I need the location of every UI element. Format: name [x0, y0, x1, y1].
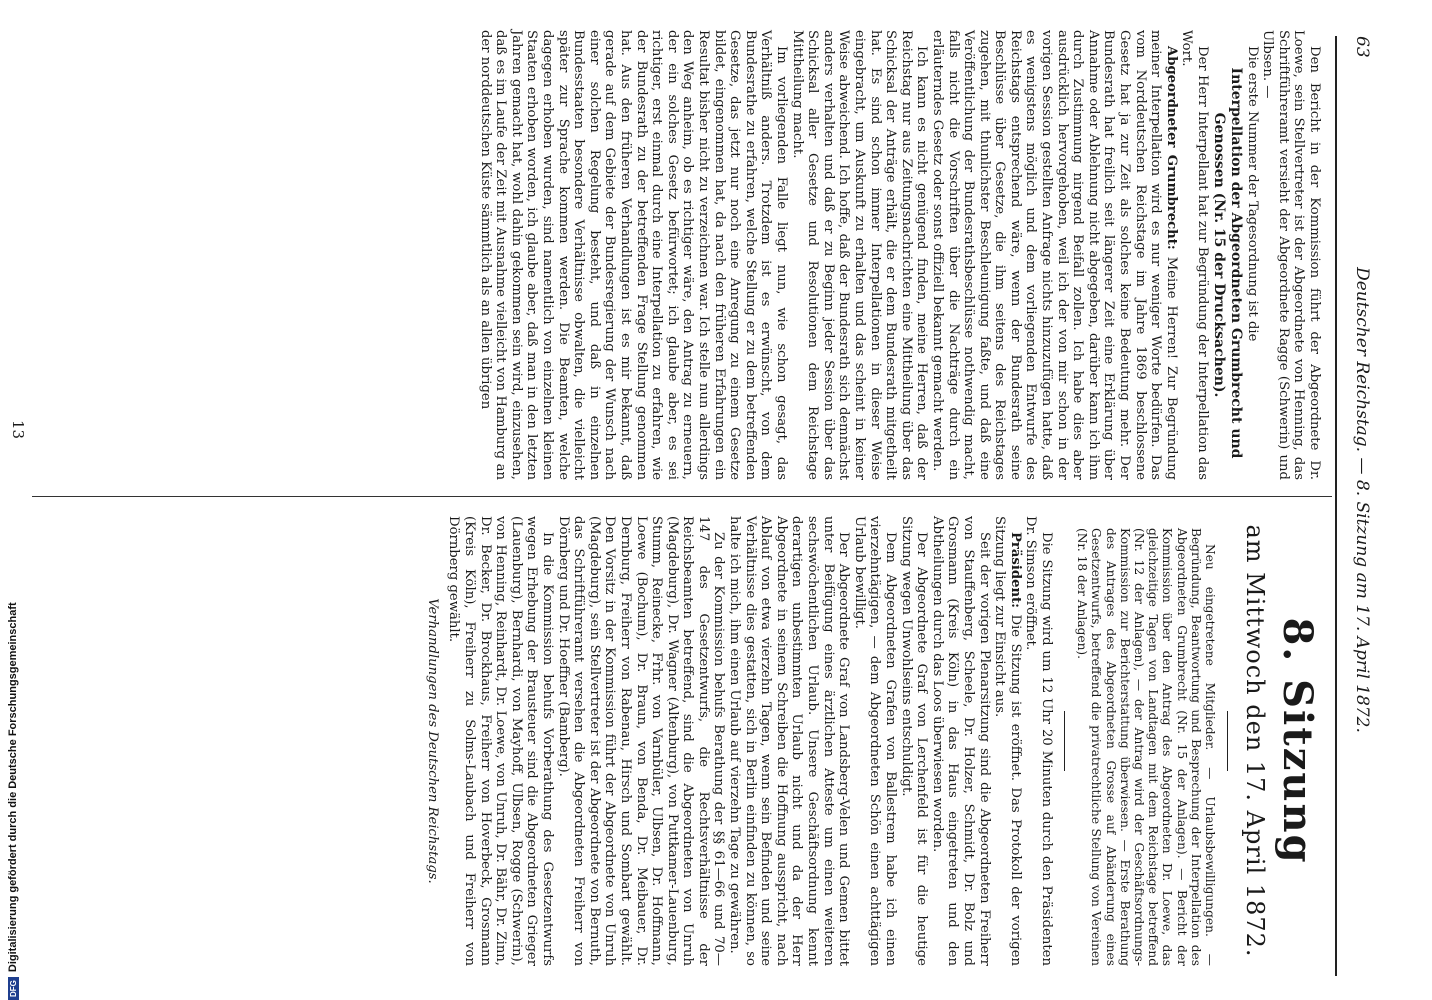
contents-rule	[1064, 711, 1065, 771]
speech-paragraph: Im vorliegenden Falle liegt nun, wie schon gesagt, das Verhältniß anders. Trotzdem ist es erwünscht, von dem Bundesrathe zu erfahren, welche Stellung er zu dem betreffenden Gesetze, das jetzt nur noch eine Anregung zu einem Gesetze bildet, eingenommen hat, da nach den früheren Erfahrungen ein Resultat bisher nicht zu verzeichnen war. Ich stelle nun allerdings den Weg anheim, ob es richtiger wäre, den Antrag zu erneuern, der ein solches Gesetz befürwortet; ich glaube aber, es sei richtiger, erst einmal durch eine Interpellation zu erfahren, wie der Bundesrath zu der betreffenden Frage Stellung genommen hat. Aus den früheren Verhandlungen ist es mir bekannt, daß gerade auf dem Gebiete der Bundesregierung der Wunsch nach einer solchen Regelung besteht, und daß in einzelnen Bundesstaaten besondere Verhältnisse obwalten, die vielleicht später zur Sprache kommen werden. Die Beamten, welche dagegen erhoben wurden, sind namentlich von einzelnen kleinen Staaten erhoben worden, ich glaube aber, daß man in den letzten Jahren gemacht hat, wohl dahin gekommen sein wird, einzusehen, daß es im Laufe der Zeit mit Ausnahme vielleicht von Hamburg an der norddeutschen Küste sämmtlich als an allen übrigen	[477, 30, 789, 480]
continuation-paragraph: Die erste Nummer der Tagesordnung ist die	[1244, 46, 1260, 342]
column-left	[477, 30, 1322, 480]
continuation-paragraph: Den Bericht in der Kommission führt der Abgeordnete Dr. Loewe, sein Stellvertreter ist der Abgeordnete von Henning, das Schriftführeramt versieht der Abgeordnete Ragge (Schwerin) und Ulbsen. —	[1260, 30, 1322, 480]
credit-strip	[5, 0, 23, 1000]
president-paragraph: Zu der Kommission behufs Berathung der §§ 61—66 und 70—147 des Gesetzentwurfs, die Rechtsverhältnisse der Reichsbeamten betreffend, sind die Abgeordneten von Unruh (Magdeburg), Dr. Wagner (Altenburg), von Puttkamer-Lauenburg, Stumm, Reinecke, Frhr. von Varnbüler, Ulbsen, Dr. Hoffmann, Loewe (Bochum), Dr. Braun, von Benda, Dr. Meibauer, Dr. Dernburg, Freiherr von Rabenau, Hirsch und Sombart gewählt. Den Vorsitz in der Kommission führt der Abgeordnete von Unruh (Magdeburg), sein Stellvertreter ist der Abgeordnete von Bernuth, das Schriftführeramt versehen die Abgeordneten Freiherr von Dörnberg und Dr. Hoeffner (Bamberg).	[555, 516, 727, 966]
header-rule	[1335, 36, 1337, 976]
president-paragraph: Der Abgeordnete Graf von Landsberg-Velen und Gemen bittet unter Beifügung eines ärztlichen Atteste um einen weiteren sechswöchentlichen Urlaub. Unsere Geschäftsordnung kennt derartigen unbestimmten Urlaub nicht und da der Herr Abgeordnete in seinem Schreiben die Hoffnung ausspricht, nach Ablauf von etwa vierzehn Tagen, wenn sein Befinden und seine Verhältnisse dies gestatten, sich in Berlin einfinden zu können, so halte ich mich, ihm einen Urlaub auf vierzehn Tage zu gewähren.	[727, 516, 852, 966]
session-date: am Mittwoch den 17. April 1872.	[1241, 524, 1269, 958]
dfg-logo-icon: DFG	[8, 977, 19, 1000]
session-title: 8. Sitzung	[1274, 617, 1321, 865]
speech-text: Meine Herren! Zur Begründung meiner Interpellation wird es nur weniger Worte bedürfen. Das vom Norddeutschen Reichstage im Jahre 1869 beschlossene Gesetz hat ja zur Zeit als solches keine Bedeutung mehr. Der Bundesrath hat freilich seit längerer Zeit eine Erklärung über Annahme oder Ablehnung nicht abgegeben, darüber kann ich ihm durch Zustimmung nirgend Beifall zollen. Ich habe dies aber ausdrücklich hervorgehoben, weil ich der von mir schon in der vorigen Session gestellten Anfrage nichts hinzuzufügen hatte, daß es wenigstens möglich und dem vorliegenden Entwurfe des Reichstags entsprechend wäre, wenn der Bundesrath seine Beschlüsse über Gesetze, die ihm seitens des Reichstages zugehen, mit thunlichster Beschleunigung faßte, und daß eine Veröffentlichung der Bundesrathsbeschlüsse nothwendig macht, falls nicht die Vorschriften über die Nachträge durch ein erläuterndes Gesetz oder sonst offiziell bekannt gemacht werden.	[929, 30, 1179, 480]
speaker-name: Präsident:	[1007, 532, 1023, 609]
president-paragraph: Der Abgeordnete Graf von Lerchenfeld ist für die heutige Sitzung wegen Unwohlseins entschuldigt.	[898, 516, 930, 966]
speaker-name: Abgeordneter Grumbrecht:	[1163, 46, 1179, 250]
opening-paragraph: Die Sitzung wird um 12 Uhr 20 Minuten durch den Präsidenten Dr. Simson eröffnet.	[1023, 516, 1054, 966]
president-paragraph: Dem Abgeordneten Grafen von Ballestrem habe ich einen vierzehntägigen, — dem Abgeordneten Schön einen achttägigen Urlaub bewilligt.	[851, 516, 899, 966]
title-rule	[1227, 711, 1228, 771]
credit-label: Digitalisierung gefördert durch die Deutsche Forschungsgemeinschaft	[7, 602, 19, 973]
interpellation-intro: Der Herr Interpellant hat zur Begründung der Interpellation das Wort.	[1179, 30, 1211, 480]
footer-number: 13	[9, 420, 27, 440]
president-paragraph: In die Kommission behufs Vorberathung des Gesetzentwurfs wegen Erhebung der Brausteuer sind die Abgeordneten Grieger (Lauenburg), Bernhardi, von Mayhoff, Ulbsen, Rogge (Schwerin), von Henning, Reinhardt, Dr. Loewe, von Unruh, Dr. Bähr, Dr. Zinn, Dr. Becker, Dr. Brockhaus, Freiherr von Hoverbeck, Grosmann (Kreis Köln), Freiherr zu Solms-Laubach und Freiherr von Dörnberg gewählt.	[446, 516, 555, 966]
publication-footer: Verhandlungen des Deutschen Reichstags.	[424, 598, 440, 884]
column-right	[424, 516, 1322, 966]
speech-paragraph	[929, 30, 1179, 480]
president-paragraph: Seit der vorigen Plenarsitzung sind die Abgeordneten Freiherr von Stauffenberg, Scheele, Dr. Holzer, Schmidt, Dr. Bolz und Grosmann (Kreis Köln) in das Haus eingetreten und den Abtheilungen durch das Loos überwiesen worden.	[929, 516, 992, 966]
dfg-credit	[7, 0, 23, 1000]
page-number: 63	[1352, 36, 1372, 58]
speech-text: Die Sitzung ist eröffnet. Das Protokoll der vorigen Sitzung liegt zur Einsicht aus.	[992, 516, 1023, 966]
interpellation-heading: Interpellation der Abgeordneten Grumbrecht und Genossen (Nr. 15 der Drucksachen).	[1211, 67, 1245, 459]
running-header: Deutscher Reichstag. — 8. Sitzung am 17. April 1872.	[1352, 267, 1372, 733]
column-divider	[32, 496, 1332, 497]
session-contents: Neu eingetretene Mitglieder. — Urlaubsbewilligungen. — Begründung, Beantwortung und Besprechung der Interpellation des Abgeordneten Grumbrecht (Nr. 15 der Anlagen). — Bericht der Kommission über den Antrag des Abgeordneten Dr. Loewe, das gleichzeitige Tagen von Landtagen mit dem Reichstage betreffend (Nr. 12 der Anlagen), — der Antrag wird der Geschäftsordnungs-Kommission zur Berichterstattung überwiesen. — Erste Berathung des Antrages des Abgeordneten Grosse auf Abänderung eines Gesetzentwurfs, betreffend die privatrechtliche Stellung von Vereinen (Nr. 18 der Anlagen).	[1075, 528, 1217, 966]
speech-paragraph: Ich kann es nicht genügend finden, meine Herren, daß der Reichstag nur aus Zeitungsnachrichten eine Mittheilung über das Schicksal der Anträge erhält, die er dem Bundesrath mitgetheilt hat. Es sind schon immer Interpellationen in dieser Weise eingebracht, um Auskunft zu erhalten und das scheint in keiner Weise abweichend. Ich hoffe, daß der Bundesrath sich demnächst anders verhalten und daß er zu Beginn jeder Session über das Schicksal aller Gesetze und Resolutionen dem Reichstage Mittheilung macht.	[789, 30, 930, 480]
president-paragraph	[992, 516, 1023, 966]
